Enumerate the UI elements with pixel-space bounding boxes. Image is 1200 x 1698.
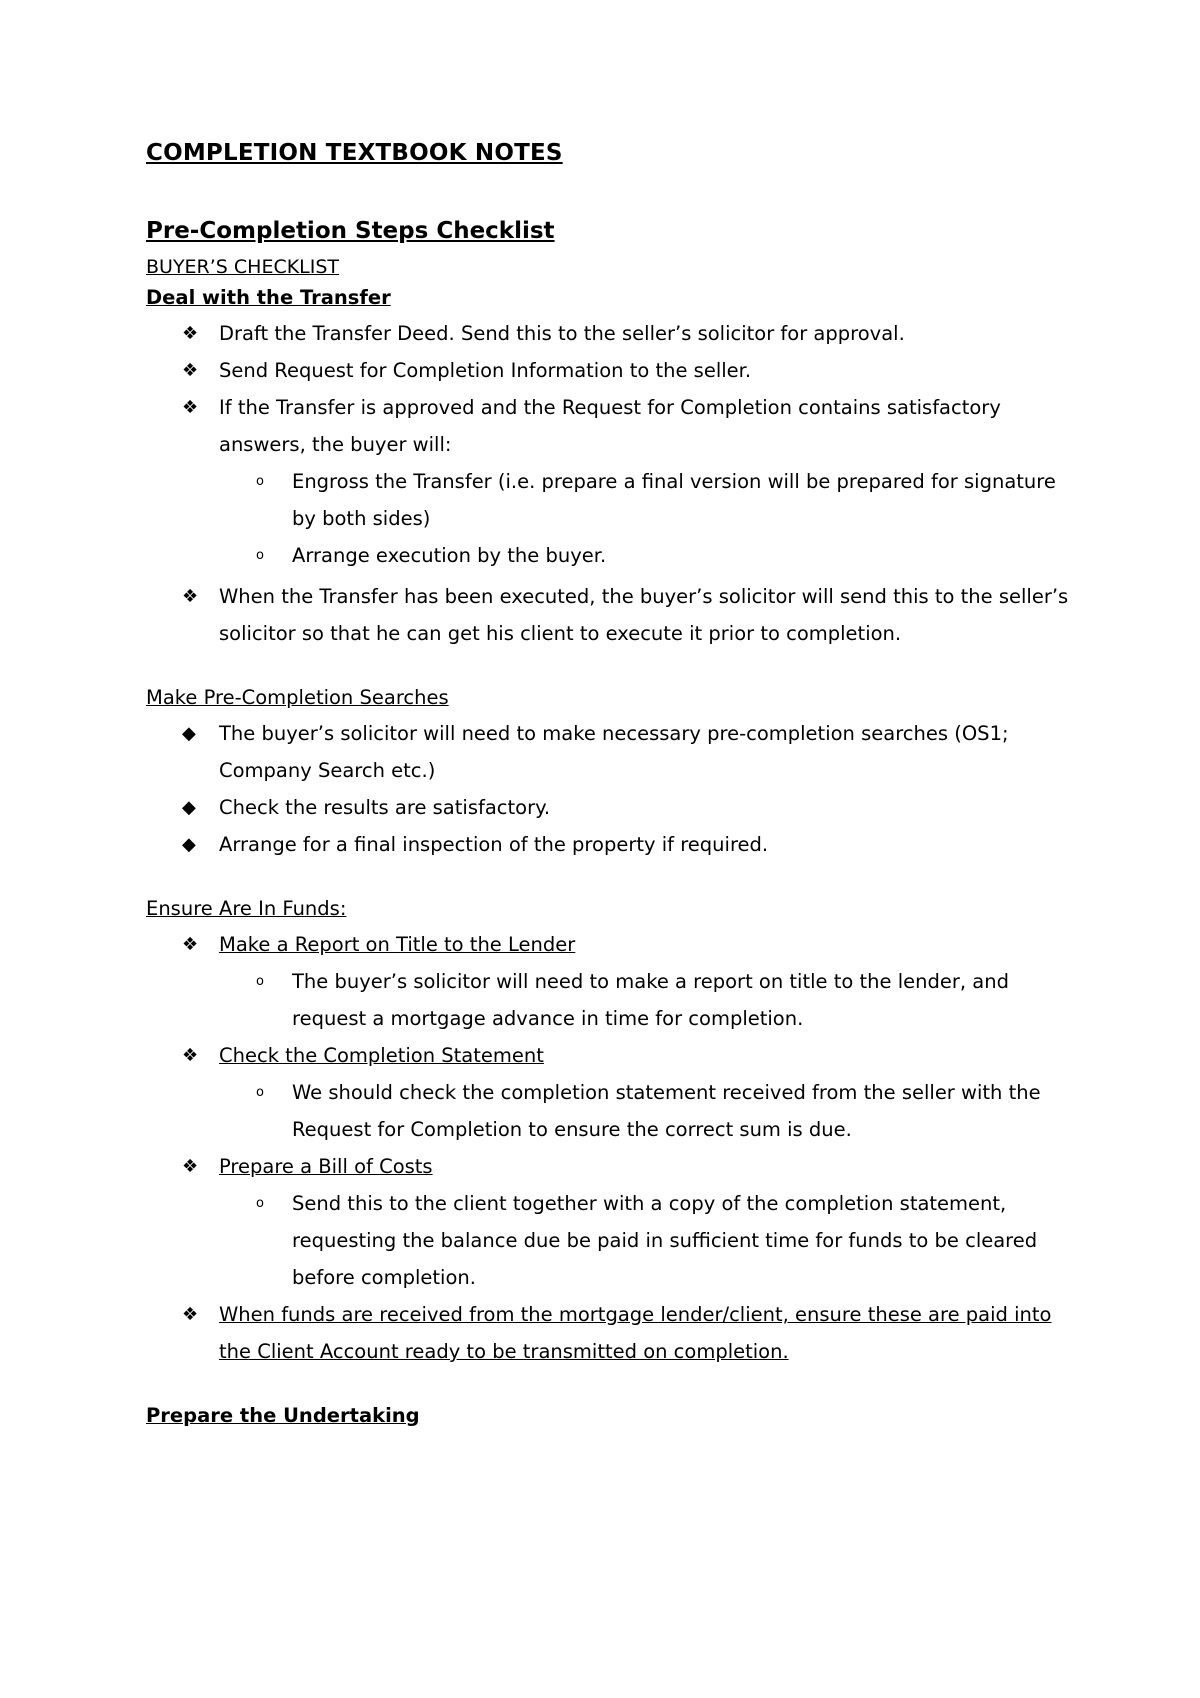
list-item [146,926,1076,963]
transfer-list [146,315,1076,652]
diamond-bullet-icon: ❖ [182,1304,199,1325]
list-item-text: The buyer’s solicitor will need to make a report on title to the lender, and request a mortgage advance in time for completion. [292,970,1009,1030]
list-item [146,352,1076,389]
circle-bullet-icon: o [256,1196,264,1211]
list-item [146,826,1076,863]
circle-bullet-icon: o [256,974,264,989]
list-item-text: Make a Report on Title to the Lender [219,933,576,956]
diamond-bullet-icon: ❖ [182,1045,199,1066]
undertaking-heading: Prepare the Undertaking [146,1404,420,1427]
filled-diamond-bullet-icon: ◆ [182,797,196,818]
diamond-bullet-icon: ❖ [182,1156,199,1177]
list-item-text: Engross the Transfer (i.e. prepare a final version will be prepared for signature by both sides) [292,470,1056,530]
list-subitem [146,537,1076,574]
list-item-text: If the Transfer is approved and the Request for Completion contains satisfactory answers, the buyer will: [219,396,1001,456]
filled-diamond-bullet-icon: ◆ [182,723,196,744]
list-item-text: Send this to the client together with a copy of the completion statement, requesting the balance due be paid in sufficient time for funds to be cleared before completion. [292,1192,1038,1289]
list-subitem [146,1074,1076,1148]
diamond-bullet-icon: ❖ [182,586,199,607]
diamond-bullet-icon: ❖ [182,397,199,418]
list-item-text: The buyer’s solicitor will need to make necessary pre-completion searches (OS1; Company Search etc.) [219,722,1009,782]
list-item [146,389,1076,463]
list-item [146,1148,1076,1185]
list-item [146,715,1076,789]
funds-heading: Ensure Are In Funds: [146,897,347,920]
list-item-text: Arrange for a final inspection of the property if required. [219,833,769,856]
diamond-bullet-icon: ❖ [182,323,199,344]
transfer-heading: Deal with the Transfer [146,286,391,309]
list-item-text: Check the Completion Statement [219,1044,544,1067]
list-item [146,1037,1076,1074]
list-item [146,578,1076,652]
diamond-bullet-icon: ❖ [182,934,199,955]
list-item-text: Send Request for Completion Information to the seller. [219,359,752,382]
list-subitem [146,1185,1076,1296]
funds-list [146,926,1076,1370]
filled-diamond-bullet-icon: ◆ [182,834,196,855]
circle-bullet-icon: o [256,548,264,563]
list-item-text: Arrange execution by the buyer. [292,544,607,567]
list-item-text: Draft the Transfer Deed. Send this to the seller’s solicitor for approval. [219,322,905,345]
list-item [146,1296,1076,1370]
list-item [146,315,1076,352]
list-item-text: When the Transfer has been executed, the buyer’s solicitor will send this to the seller’s solicitor so that he can get his client to execute it prior to completion. [219,585,1069,645]
list-item [146,789,1076,826]
list-item-text: When funds are received from the mortgage lender/client, ensure these are paid into the Client Account ready to be transmitted on completion. [219,1303,1052,1363]
list-item-text: We should check the completion statement received from the seller with the Request for Completion to ensure the correct sum is due. [292,1081,1041,1141]
checklist-subheading: BUYER’S CHECKLIST [146,256,340,278]
circle-bullet-icon: o [256,474,264,489]
list-subitem [146,463,1076,537]
document-title: COMPLETION TEXTBOOK NOTES [146,140,563,166]
searches-heading: Make Pre-Completion Searches [146,686,449,709]
searches-list [146,715,1076,863]
list-item-text: Check the results are satisfactory. [219,796,551,819]
circle-bullet-icon: o [256,1085,264,1100]
list-subitem [146,963,1076,1037]
diamond-bullet-icon: ❖ [182,360,199,381]
document-content [146,140,1076,1433]
section-title: Pre-Completion Steps Checklist [146,218,555,244]
list-item-text: Prepare a Bill of Costs [219,1155,433,1178]
